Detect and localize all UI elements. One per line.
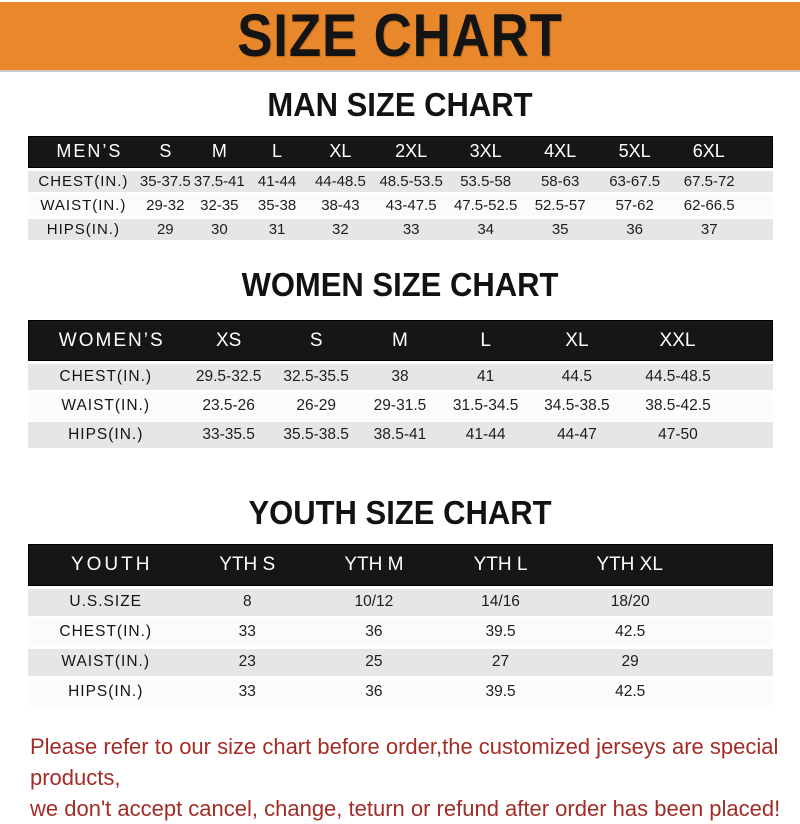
column-header: M (191, 136, 247, 168)
row-label: HIPS(IN.) (28, 219, 140, 240)
size-cell: 44-47 (530, 422, 623, 448)
size-cell: 48.5-53.5 (374, 171, 449, 192)
row-label: U.S.SIZE (28, 589, 184, 616)
size-cell: 23 (184, 649, 311, 676)
size-cell: 29-32 (139, 195, 191, 216)
column-header: S (273, 320, 359, 361)
row-label: CHEST(IN.) (28, 364, 184, 390)
youth-header-label: YOUTH (28, 544, 184, 586)
size-cell: 38.5-41 (359, 422, 441, 448)
column-header: 2XL (374, 136, 449, 168)
row-label: WAIST(IN.) (28, 649, 184, 676)
size-cell: 41-44 (441, 422, 530, 448)
size-cell: 23.5-26 (184, 393, 273, 419)
womens-size-table (28, 317, 773, 451)
size-cell: 36 (311, 619, 438, 646)
size-cell: 14/16 (437, 589, 564, 616)
size-cell: 41-44 (247, 171, 307, 192)
size-cell: 67.5-72 (672, 171, 773, 192)
footer-note-line: Please refer to our size chart before order,the customized jerseys are special products, (30, 733, 779, 790)
table-row (28, 171, 773, 192)
size-cell: 38 (359, 364, 441, 390)
column-header: YTH M (311, 544, 438, 586)
women-size-chart-heading: WOMEN SIZE CHART (241, 265, 559, 303)
size-cell: 38-43 (307, 195, 374, 216)
column-header: M (359, 320, 441, 361)
size-cell: 35 (523, 219, 598, 240)
size-cell: 35.5-38.5 (273, 422, 359, 448)
size-cell: 18/20 (564, 589, 773, 616)
size-cell: 29-31.5 (359, 393, 441, 419)
size-cell: 29 (139, 219, 191, 240)
row-label: HIPS(IN.) (28, 422, 184, 448)
size-cell: 39.5 (437, 679, 564, 706)
man-size-chart-heading: MAN SIZE CHART (267, 85, 533, 124)
column-header: L (247, 136, 307, 168)
size-cell: 36 (311, 679, 438, 706)
column-header: YTH XL (564, 544, 773, 586)
table-row (28, 649, 773, 676)
size-cell: 26-29 (273, 393, 359, 419)
youth-size-table (28, 541, 773, 709)
youth-size-chart-heading: YOUTH SIZE CHART (248, 493, 552, 532)
footer-disclaimer (30, 731, 800, 824)
column-header: 3XL (448, 136, 523, 168)
column-header: YTH L (437, 544, 564, 586)
size-cell: 41 (441, 364, 530, 390)
row-label: CHEST(IN.) (28, 171, 140, 192)
size-cell: 8 (184, 589, 311, 616)
table-row (28, 679, 773, 706)
row-label: CHEST(IN.) (28, 619, 184, 646)
column-header: L (441, 320, 530, 361)
size-cell: 63-67.5 (597, 171, 672, 192)
size-cell: 53.5-58 (448, 171, 523, 192)
size-cell: 31 (247, 219, 307, 240)
size-cell: 34.5-38.5 (530, 393, 623, 419)
column-header: XXL (623, 320, 772, 361)
size-cell: 37.5-41 (191, 171, 247, 192)
youth-header-row (28, 544, 773, 586)
size-cell: 32.5-35.5 (273, 364, 359, 390)
column-header: XL (307, 136, 374, 168)
table-row (28, 393, 773, 419)
column-header: 6XL (672, 136, 773, 168)
womens-header-label: WOMEN’S (28, 320, 184, 361)
size-cell: 29.5-32.5 (184, 364, 273, 390)
size-cell: 44-48.5 (307, 171, 374, 192)
size-cell: 58-63 (523, 171, 598, 192)
size-cell: 31.5-34.5 (441, 393, 530, 419)
column-header: XL (530, 320, 623, 361)
mens-size-table (28, 133, 773, 243)
mens-header-label: MEN’S (28, 136, 140, 168)
size-cell: 25 (311, 649, 438, 676)
size-cell: 33-35.5 (184, 422, 273, 448)
size-cell: 33 (184, 679, 311, 706)
table-row (28, 619, 773, 646)
size-cell: 35-37.5 (139, 172, 191, 190)
banner-title: SIZE CHART (237, 2, 563, 69)
footer-note-line: we don't accept cancel, change, teturn or refund after order has been placed! (30, 795, 781, 821)
size-cell: 30 (191, 219, 247, 240)
size-cell: 42.5 (564, 679, 773, 706)
size-cell: 44.5-48.5 (623, 364, 772, 390)
table-row (28, 422, 773, 448)
size-cell: 27 (437, 649, 564, 676)
size-cell: 33 (374, 219, 449, 240)
mens-header-row (28, 136, 773, 168)
size-cell: 43-47.5 (374, 195, 449, 216)
size-cell: 37 (672, 219, 773, 240)
size-cell: 10/12 (311, 589, 438, 616)
column-header: XS (184, 320, 273, 361)
table-row (28, 589, 773, 616)
size-cell: 34 (448, 219, 523, 240)
size-cell: 35-38 (247, 195, 307, 216)
column-header: 5XL (597, 136, 672, 168)
row-label: WAIST(IN.) (28, 393, 184, 419)
size-cell: 29 (564, 649, 773, 676)
size-cell: 44.5 (530, 364, 623, 390)
table-row (28, 195, 773, 216)
column-header: 4XL (523, 136, 598, 168)
size-cell: 52.5-57 (523, 195, 598, 216)
size-cell: 57-62 (597, 195, 672, 216)
size-cell: 47-50 (623, 422, 772, 448)
row-label: WAIST(IN.) (28, 195, 140, 216)
table-row (28, 364, 773, 390)
table-row (28, 219, 773, 240)
size-cell: 36 (597, 219, 672, 240)
size-cell: 32 (307, 219, 374, 240)
size-cell: 32-35 (191, 195, 247, 216)
size-cell: 39.5 (437, 619, 564, 646)
row-label: HIPS(IN.) (28, 679, 184, 706)
womens-header-row (28, 320, 773, 361)
size-cell: 62-66.5 (672, 195, 773, 216)
size-cell: 38.5-42.5 (623, 393, 772, 419)
column-header: YTH S (184, 544, 311, 586)
size-cell: 47.5-52.5 (448, 195, 523, 216)
size-cell: 42.5 (564, 619, 773, 646)
column-header: S (139, 136, 191, 168)
size-cell: 33 (184, 619, 311, 646)
size-chart-banner (0, 2, 800, 72)
